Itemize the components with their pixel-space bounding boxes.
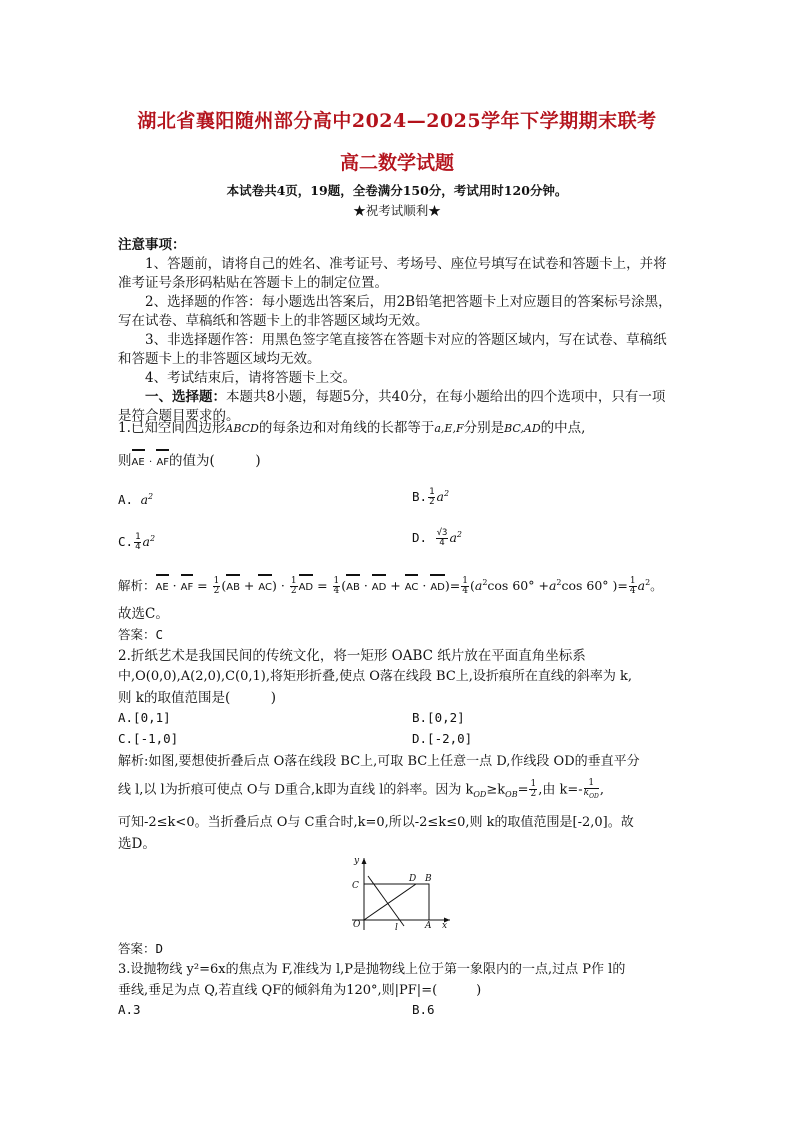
exam-info: 本试卷共4页，19题，全卷满分150分，考试用时120分钟。 — [226, 183, 568, 198]
q1-option-d: D. $\frac{√3}{4}$ $a^2$ — [412, 528, 462, 548]
notice-item-2: 2、选择题的作答：每小题选出答案后，用2B铅笔把答题卡上对应题目的答案标号涂黑，写在试卷、草稿纸和答题卡上的非答题区域均无效。 — [118, 294, 672, 329]
notice-section — [118, 236, 678, 426]
q1-option-a: A. $a^2$ — [118, 492, 154, 508]
q2-analysis-2: 线 l,以 l为折痕可使点 O与 D重合,k即为直线 l的斜率。因为 $k_{OD}\ge k_{OB}=$ $\frac{1}{2}$ ,由 k=- $\frac{1}{k_{OD}}$ , — [118, 778, 604, 800]
q1-conclusion: 故选C。 — [118, 606, 169, 622]
exam-title: 湖北省襄阳随州部分高中2024—2025学年下学期期末联考 — [137, 110, 657, 132]
fig-label-o: O — [353, 920, 361, 930]
q1-stem: 1.已知空间四边形ABCD的每条边和对角线的长都等于a,E,F分别是BC,AD的中点, — [118, 420, 586, 436]
q2-line2: 中,O(0,0),A(2,0),C(0,1),将矩形折叠,使点 O落在线段 BC上,设折痕所在直线的斜率为 k, — [118, 669, 633, 684]
q3-option-b: B.6 — [412, 1002, 435, 1017]
q3-line2: 垂线,垂足为点 Q,若直线 QF的倾斜角为120°,则|PF|=( ) — [118, 983, 482, 998]
notice-item-1: 1、答题前，请将自己的姓名、准考证号、考场号、座位号填写在试卷和答题卡上，并将准考证号条形码粘贴在答题卡上的制定位置。 — [118, 256, 667, 291]
q1-stem-line2: 则AE · AF的值为( ) — [118, 449, 678, 473]
q2-figure — [338, 854, 456, 934]
section-1-text: 本题共8小题，每题5分，共40分，在每小题给出的四个选项中，只有一项是符合题目要求的。 — [118, 389, 666, 424]
q2-answer: 答案：D — [118, 941, 164, 956]
q1-option-c: C. $\frac{1}{4}$ $a^2$ — [118, 532, 156, 552]
q2-analysis-1: 解析:如图,要想使折叠后点 O落在线段 BC上,可取 BC上任意一点 D,作线段 OD的垂直平分 — [118, 754, 640, 769]
q2-analysis-4: 选D。 — [118, 836, 156, 852]
vector-ae: AE — [132, 449, 145, 473]
q3-option-a: A.3 — [118, 1002, 141, 1017]
fig-label-c: C — [352, 881, 359, 891]
q3-line1: 3.设抛物线 y²=6x的焦点为 F,准线为 l,P是抛物线上位于第一象限内的一点,过点 P作 l的 — [118, 962, 626, 977]
notice-item-3: 3、非选择题作答：用黑色签字笔直接答在答题卡对应的答题区域内，写在试卷、草稿纸和答题卡上的非答题区域均无效。 — [118, 332, 667, 367]
fig-label-d: D — [409, 874, 417, 884]
q1-analysis: 解析：AE · AF = $\frac{1}{2}$ (AB + AC) · $\frac{1}{2}$ AD = $\frac{1}{4}$ (AB · AD + AC · AD)= $\frac{1}{4}$ ($a^2\cos$ $60^\circ +a^2\cos$ 60° )= $\frac{1}{4}$ $a^2$。 — [118, 576, 663, 597]
fig-label-y: y — [354, 856, 360, 866]
q2-analysis-3: 可知-2≤k<0。当折叠后点 O与 C重合时,k=0,所以-2≤k≤0,则 k的取值范围是[-2,0]。故 — [118, 815, 634, 830]
notice-item-4: 4、考试结束后，请将答题卡上交。 — [145, 370, 357, 386]
exam-subtitle: 高二数学试题 — [339, 152, 454, 174]
q1-answer: 答案：C — [118, 627, 164, 642]
vector-af: AF — [156, 449, 169, 473]
q2-line1: 2.折纸艺术是我国民间的传统文化，将一矩形 OABC 纸片放在平面直角坐标系 — [118, 648, 586, 664]
q2-option-b: B.[0,2] — [412, 710, 465, 725]
notice-heading: 注意事项： — [118, 237, 186, 253]
q2-line3: 则 k的取值范围是( ) — [118, 690, 277, 706]
q1-abcd: ABCD — [225, 422, 259, 435]
fig-label-b: B — [425, 874, 432, 884]
fig-label-l: l — [395, 923, 398, 933]
fig-label-x: x — [442, 921, 448, 931]
exam-wish: ★祝考试顺利★ — [353, 203, 441, 218]
section-1-label: 一、选择题： — [145, 389, 226, 405]
q2-option-a: A.[0,1] — [118, 710, 171, 725]
q2-option-d: D.[-2,0] — [412, 731, 473, 746]
fig-label-a: A — [425, 921, 432, 931]
q1-option-b: B. $\frac{1}{2}$ $a^2$ — [412, 487, 450, 507]
q2-option-c: C.[-1,0] — [118, 731, 179, 746]
